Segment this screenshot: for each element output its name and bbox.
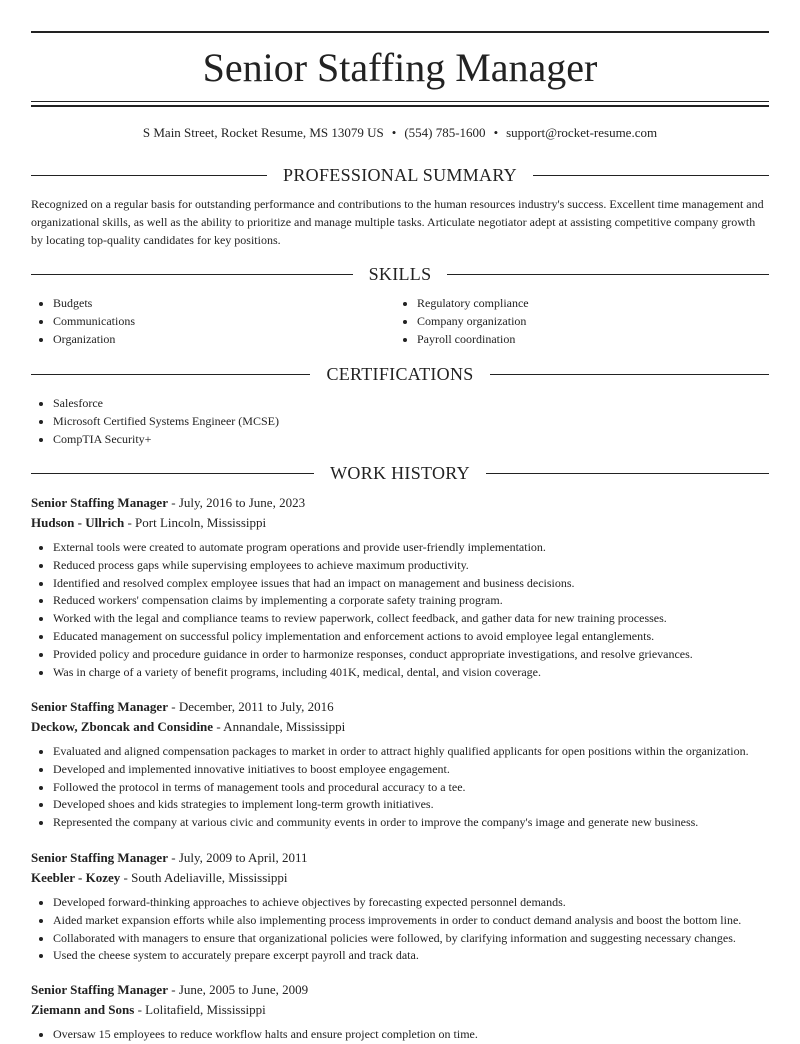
- job-company: Ziemann and Sons: [31, 1002, 135, 1017]
- job-title: Senior Staffing Manager: [31, 850, 168, 865]
- job-bullet: • Developed forward-thinking approaches to achieve objectives by forecasting expected personnel demands.: [53, 894, 769, 912]
- section-heading-work-history: [31, 462, 769, 484]
- top-rule: [31, 31, 769, 33]
- job-title-line: [31, 493, 769, 513]
- job-location: - South Adeliaville, Mississippi: [120, 870, 288, 885]
- certification-item: • Microsoft Certified Systems Engineer (MCSE): [53, 413, 769, 431]
- heading-rule: [447, 274, 769, 275]
- section-title: CERTIFICATIONS: [326, 364, 474, 384]
- contact-separator: •: [493, 125, 499, 140]
- skills-list: [31, 295, 391, 348]
- job-location: - Annandale, Mississippi: [213, 719, 346, 734]
- job-company: Keebler - Kozey: [31, 870, 121, 885]
- heading-rule: [486, 473, 769, 474]
- job-bullet: • Developed and implemented innovative initiatives to boost employee engagement.: [53, 761, 769, 779]
- job-bullet: • Followed the protocol in terms of management tools and procedural accuracy to a tee.: [53, 779, 769, 797]
- job-bullet: • Represented the company at various civic and community events in order to improve the company's image and generate new business.: [53, 814, 769, 832]
- job-title-line: [31, 980, 769, 1000]
- job-bullet: • Provided policy and procedure guidance in order to harmonize responses, conduct appropriate investigations, and resolve grievances.: [53, 646, 769, 664]
- section-title: WORK HISTORY: [330, 463, 470, 483]
- contact-email: support@rocket-resume.com: [506, 125, 658, 140]
- job-dates: - July, 2016 to June, 2023: [167, 495, 306, 510]
- job-company-line: [31, 513, 769, 533]
- job-company-line: [31, 868, 769, 888]
- job-company-line: [31, 1000, 769, 1020]
- section-heading-certifications: [31, 363, 769, 385]
- job-company: Deckow, Zboncak and Considine: [31, 719, 214, 734]
- job-location: - Port Lincoln, Mississippi: [124, 515, 267, 530]
- job-bullet: • Aided market expansion efforts while also implementing process improvements in order to conduct demand analysis and boost the bottom line.: [53, 912, 769, 930]
- job-title-line: [31, 848, 769, 868]
- job-location: - Lolitafield, Mississippi: [134, 1002, 266, 1017]
- heading-rule: [31, 175, 267, 176]
- job-bullets: [31, 743, 769, 832]
- job-bullet: • Collaborated with managers to ensure that organizational policies were followed, by clarifying information and suggesting necessary changes.: [53, 930, 769, 948]
- heading-rule: [31, 473, 314, 474]
- section-heading-skills: [31, 263, 769, 285]
- job-bullets: [31, 894, 769, 965]
- job-entry: [31, 980, 769, 1044]
- heading-rule: [31, 374, 310, 375]
- job-bullet: • Was in charge of a variety of benefit programs, including 401K, medical, dental, and vision coverage.: [53, 664, 769, 682]
- job-title: Senior Staffing Manager: [31, 495, 168, 510]
- skill-item: • Payroll coordination: [417, 331, 755, 349]
- contact-separator: •: [391, 125, 397, 140]
- job-bullet: • Educated management on successful policy implementation and enforcement actions to avoid employee legal entanglements.: [53, 628, 769, 646]
- job-bullet: • Developed shoes and kids strategies to implement long-term growth initiatives.: [53, 796, 769, 814]
- certifications-list: [31, 395, 769, 448]
- contact-address: S Main Street, Rocket Resume, MS 13079 US: [142, 125, 384, 140]
- title-rule-thin: [31, 101, 769, 102]
- job-dates: - July, 2009 to April, 2011: [167, 850, 308, 865]
- job-entry: [31, 697, 769, 832]
- skill-item: • Organization: [53, 331, 391, 349]
- certification-item: • CompTIA Security+: [53, 431, 769, 449]
- heading-rule: [490, 374, 769, 375]
- certification-item: • Salesforce: [53, 395, 769, 413]
- contact-line: [31, 124, 769, 142]
- summary-text: Recognized on a regular basis for outstanding performance and contributions to the human resources industry's success. Excellent time management and organizational skills, as well as the ability to prioritize and manage multiple tasks. Articulate negotiator adept at assisting competitive company growth by locating top-quality candidates for key positions.: [31, 197, 764, 247]
- job-bullet: • Worked with the legal and compliance teams to review paperwork, collect feedback, and gather data for new training processes.: [53, 610, 769, 628]
- section-title: PROFESSIONAL SUMMARY: [283, 165, 517, 185]
- job-entry: [31, 493, 769, 681]
- job-bullet: • External tools were created to automate program operations and provide user-friendly implementation.: [53, 539, 769, 557]
- title-rule-thick: [31, 105, 769, 107]
- job-bullet: • Reduced workers' compensation claims by implementing a corporate safety training program.: [53, 592, 769, 610]
- job-company: Hudson - Ullrich: [31, 515, 125, 530]
- skills-column-right: [395, 295, 755, 348]
- job-bullet: • Identified and resolved complex employee issues that had an impact on management and business decisions.: [53, 575, 769, 593]
- skills-column-left: [31, 295, 391, 348]
- skill-item: • Communications: [53, 313, 391, 331]
- job-bullet: • Oversaw 15 employees to reduce workflow halts and ensure project completion on time.: [53, 1026, 769, 1044]
- skill-item: • Budgets: [53, 295, 391, 313]
- heading-rule: [31, 274, 353, 275]
- resume-title: Senior Staffing Manager: [202, 45, 598, 90]
- contact-phone: (554) 785-1600: [404, 125, 486, 140]
- job-bullet: • Evaluated and aligned compensation packages to market in order to attract highly qualified applicants for open positions within the organization.: [53, 743, 769, 761]
- skills-list: [395, 295, 755, 348]
- job-dates: - June, 2005 to June, 2009: [167, 982, 309, 997]
- skill-item: • Regulatory compliance: [417, 295, 755, 313]
- job-title: Senior Staffing Manager: [31, 699, 168, 714]
- skill-item: • Company organization: [417, 313, 755, 331]
- job-title-line: [31, 697, 769, 717]
- job-bullets: [31, 539, 769, 681]
- job-title: Senior Staffing Manager: [31, 982, 168, 997]
- job-bullet: • Reduced process gaps while supervising employees to achieve maximum productivity.: [53, 557, 769, 575]
- job-dates: - December, 2011 to July, 2016: [167, 699, 334, 714]
- job-bullet: • Used the cheese system to accurately prepare excerpt payroll and track data.: [53, 947, 769, 965]
- job-company-line: [31, 717, 769, 737]
- job-entry: [31, 848, 769, 965]
- certifications-block: [31, 395, 769, 448]
- section-heading-summary: [31, 164, 769, 186]
- heading-rule: [533, 175, 769, 176]
- section-title: SKILLS: [368, 264, 432, 284]
